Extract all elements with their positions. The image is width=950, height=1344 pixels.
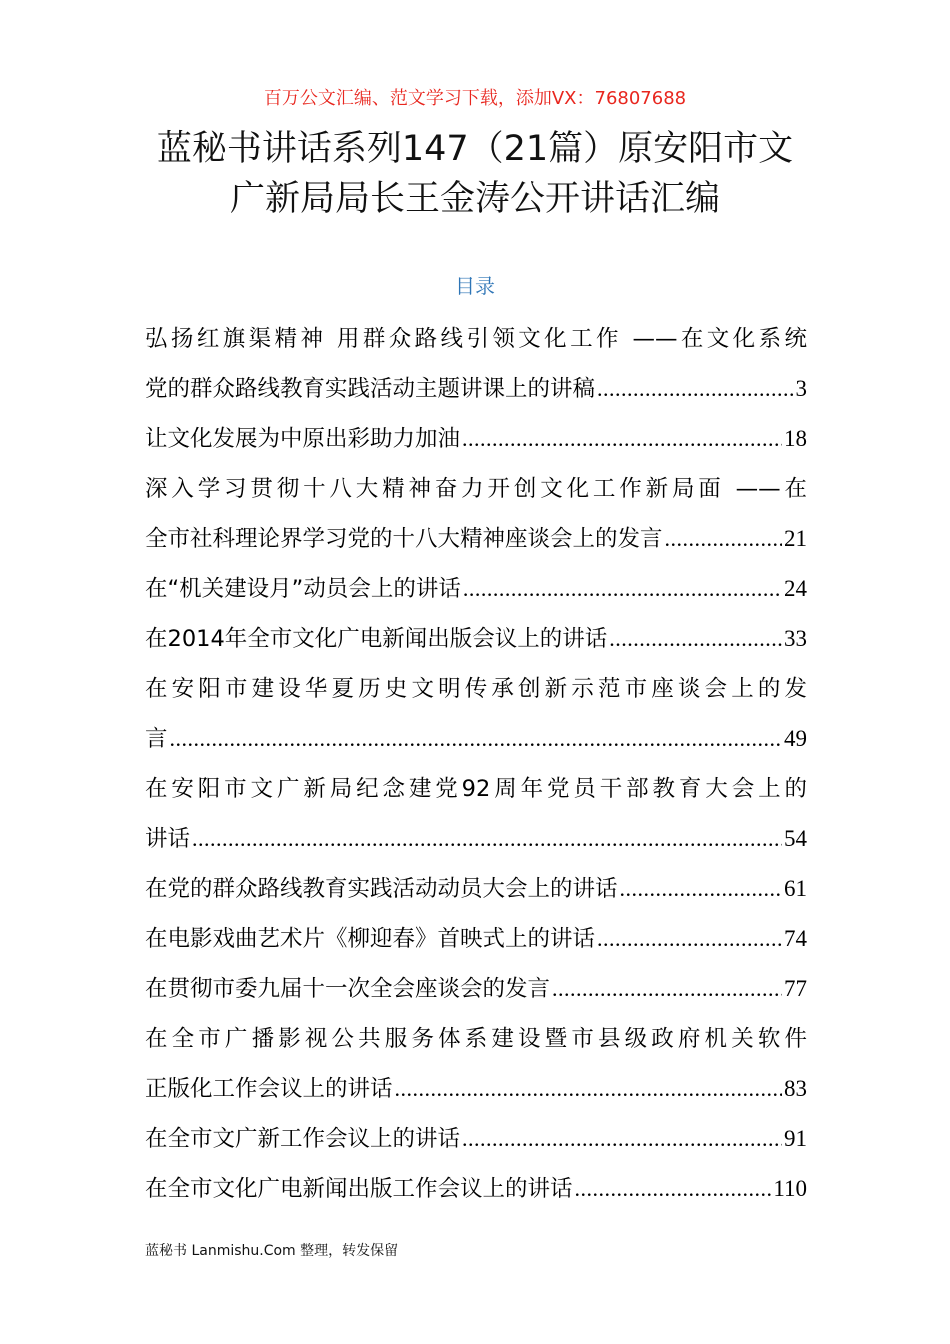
toc-dot-leader	[462, 414, 782, 464]
toc-dot-leader	[665, 514, 782, 564]
toc-page-number: 77	[784, 976, 807, 1001]
toc-entry-title: 讲话	[145, 826, 191, 852]
document-title	[120, 124, 830, 224]
table-of-contents	[145, 314, 807, 1214]
toc-entry-title: 全市社科理论界学习党的十八大精神座谈会上的发言	[145, 526, 663, 552]
toc-entry-line	[145, 964, 807, 1014]
toc-entry-line: 深入学习贯彻十八大精神奋力开创文化工作新局面 ——在	[145, 476, 807, 502]
toc-entry[interactable]	[145, 914, 807, 964]
toc-dot-leader	[552, 964, 782, 1014]
toc-entry-title: 让文化发展为中原出彩助力加油	[145, 426, 461, 452]
toc-entry-line	[145, 864, 807, 914]
toc-page-number: 49	[784, 726, 807, 751]
toc-entry-line	[145, 414, 807, 464]
toc-entry-line	[145, 1114, 807, 1164]
toc-entry[interactable]	[145, 464, 807, 564]
toc-entry-line: 弘扬红旗渠精神 用群众路线引领文化工作 ——在文化系统	[145, 326, 807, 352]
title-line-1: 蓝秘书讲话系列147（21篇）原安阳市文	[156, 129, 794, 169]
toc-entry-title: 在全市文广新工作会议上的讲话	[145, 1126, 461, 1152]
toc-page-number: 83	[784, 1076, 807, 1101]
toc-page-number: 33	[784, 626, 807, 651]
toc-page-number: 18	[784, 426, 807, 451]
toc-page-number: 24	[784, 576, 807, 601]
toc-dot-leader	[597, 914, 782, 964]
toc-dot-leader	[462, 1114, 782, 1164]
toc-entry[interactable]	[145, 564, 807, 614]
toc-page-number: 110	[773, 1176, 807, 1201]
toc-entry[interactable]	[145, 1114, 807, 1164]
toc-dot-leader	[597, 364, 793, 414]
toc-dot-leader	[575, 1164, 772, 1214]
toc-dot-leader	[170, 714, 782, 764]
toc-entry-line	[145, 814, 807, 864]
toc-entry[interactable]	[145, 864, 807, 914]
toc-entry[interactable]	[145, 414, 807, 464]
toc-entry[interactable]	[145, 1164, 807, 1214]
toc-entry-line	[145, 714, 807, 764]
toc-page-number: 91	[784, 1126, 807, 1151]
toc-entry[interactable]	[145, 314, 807, 414]
toc-entry-title: 正版化工作会议上的讲话	[145, 1076, 393, 1102]
toc-entry-title: 在2014年全市文化广电新闻出版会议上的讲话	[145, 626, 608, 652]
toc-entry-line: 在安阳市文广新局纪念建党92周年党员干部教育大会上的	[145, 776, 807, 802]
toc-page-number: 74	[784, 926, 807, 951]
toc-entry-line	[145, 514, 807, 564]
toc-dot-leader	[620, 864, 782, 914]
toc-entry-title: 在贯彻市委九届十一次全会座谈会的发言	[145, 976, 551, 1002]
toc-entry-line	[145, 914, 807, 964]
promo-header: 百万公文汇编、范文学习下载，添加VX：76807688	[263, 88, 687, 109]
title-line-2: 广新局局长王金涛公开讲话汇编	[229, 179, 720, 219]
toc-heading: 目录	[455, 274, 495, 298]
toc-entry-line	[145, 564, 807, 614]
toc-entry-line: 在全市广播影视公共服务体系建设暨市县级政府机关软件	[145, 1026, 807, 1052]
toc-entry-title: 在全市文化广电新闻出版工作会议上的讲话	[145, 1176, 573, 1202]
toc-dot-leader	[192, 814, 782, 864]
toc-entry[interactable]	[145, 764, 807, 864]
toc-entry-line	[145, 1064, 807, 1114]
toc-page-number: 3	[795, 376, 807, 401]
toc-entry[interactable]	[145, 964, 807, 1014]
toc-entry-title: 党的群众路线教育实践活动主题讲课上的讲稿	[145, 376, 596, 402]
toc-entry[interactable]	[145, 614, 807, 664]
footer-note: 蓝秘书 Lanmishu.Com 整理，转发保留	[145, 1243, 399, 1259]
toc-dot-leader	[609, 614, 782, 664]
toc-entry-line: 在安阳市建设华夏历史文明传承创新示范市座谈会上的发	[145, 676, 807, 702]
toc-entry-title: 在“机关建设月”动员会上的讲话	[145, 576, 461, 602]
toc-entry-line	[145, 614, 807, 664]
toc-page-number: 54	[784, 826, 807, 851]
toc-dot-leader	[395, 1064, 782, 1114]
toc-page-number: 61	[784, 876, 807, 901]
toc-page-number: 21	[784, 526, 807, 551]
toc-entry-title: 在电影戏曲艺术片《柳迎春》首映式上的讲话	[145, 926, 596, 952]
toc-entry[interactable]	[145, 1014, 807, 1114]
toc-entry-line	[145, 364, 807, 414]
toc-entry-line	[145, 1164, 807, 1214]
toc-entry[interactable]	[145, 664, 807, 764]
toc-entry-title: 言	[145, 726, 168, 752]
toc-dot-leader	[463, 564, 782, 614]
toc-entry-title: 在党的群众路线教育实践活动动员大会上的讲话	[145, 876, 618, 902]
